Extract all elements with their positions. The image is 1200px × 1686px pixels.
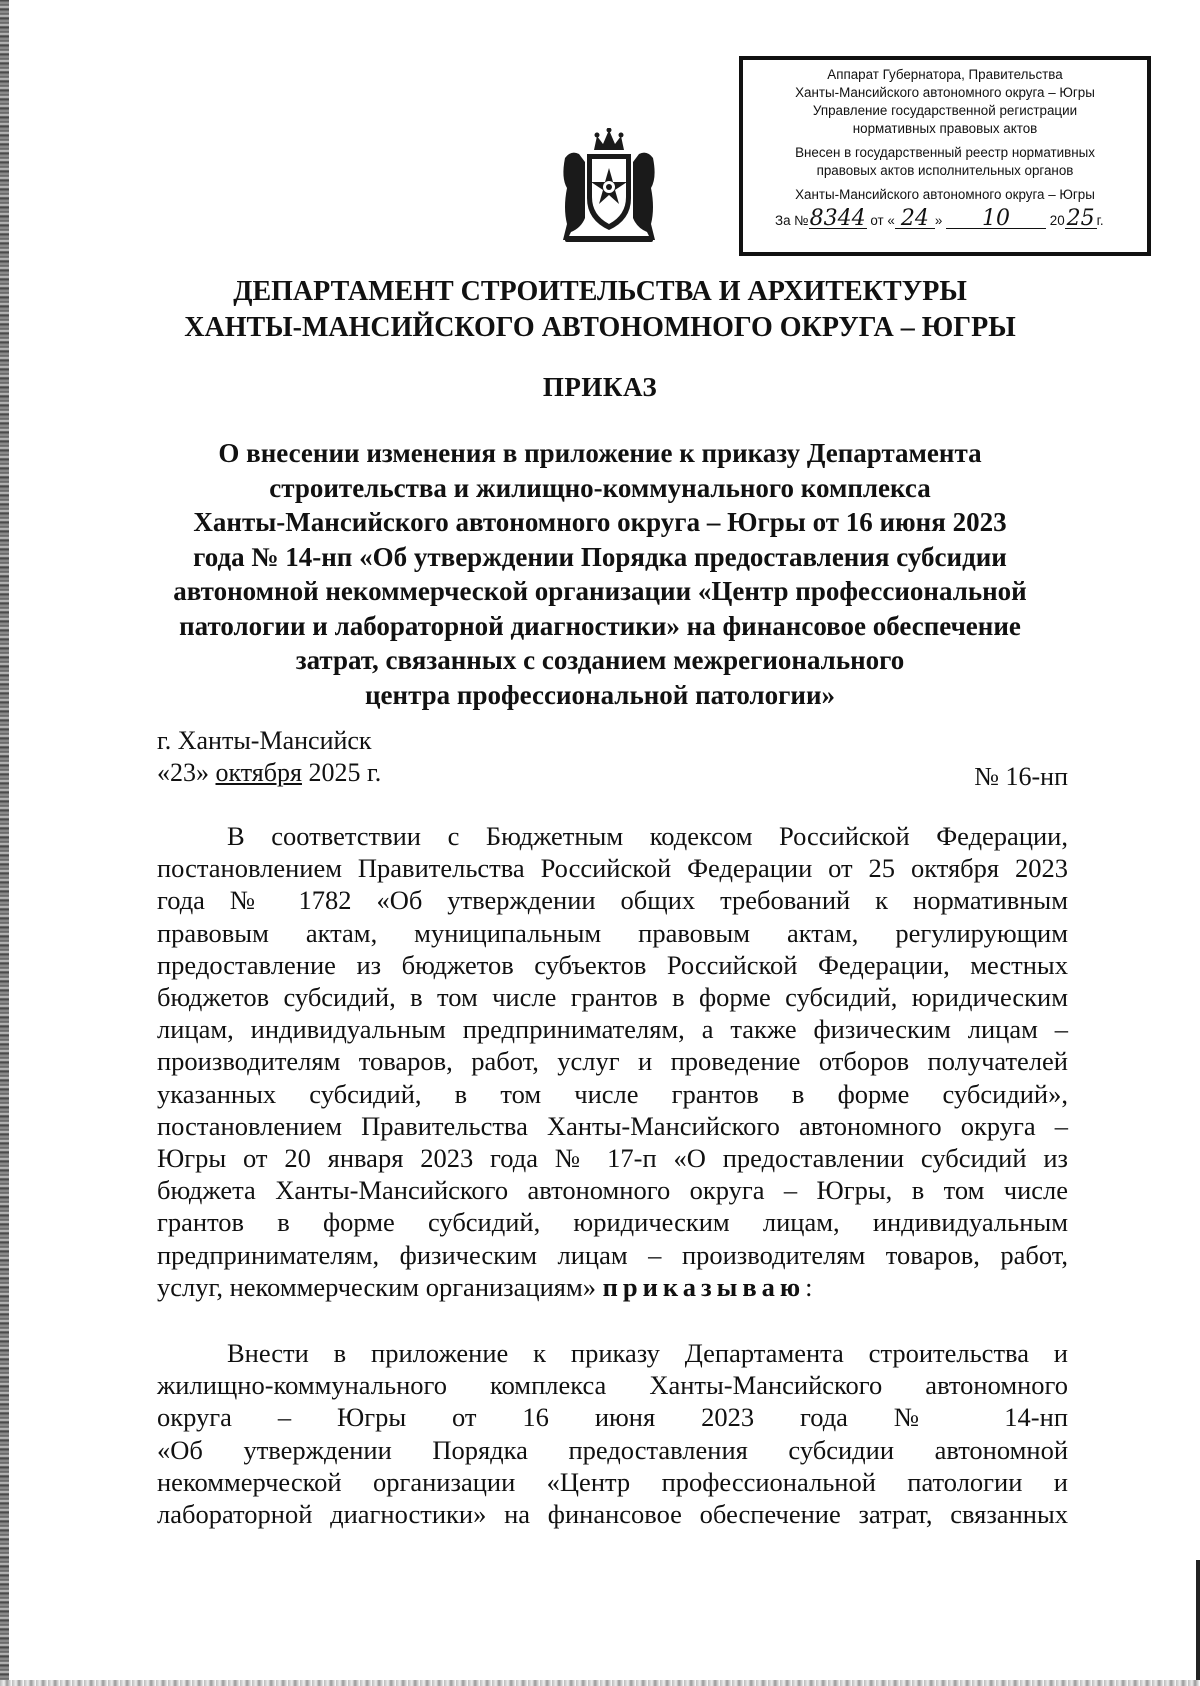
department-title-line: ДЕПАРТАМЕНТ СТРОИТЕЛЬСТВА И АРХИТЕКТУРЫ xyxy=(233,276,967,307)
subject-line: года № 14-нп «Об утверждении Порядка предоставления субсидии xyxy=(193,541,1007,572)
stamp-line: Ханты-Мансийского автономного округа – Югры xyxy=(795,187,1095,202)
order-subject xyxy=(0,436,1200,712)
stamp-reg-year: 25 xyxy=(1066,206,1095,231)
subject-line: патологии и лабораторной диагностики» на финансовое обеспечение xyxy=(179,610,1021,641)
stamp-line: Ханты-Мансийского автономного округа – Югры xyxy=(795,85,1095,100)
paragraph-line: правовым актам, муниципальным правовым актам, регулирующим xyxy=(157,917,1068,948)
stamp-reg-day: 24 xyxy=(895,210,935,229)
department-title-line: ХАНТЫ-МАНСИЙСКОГО АВТОНОМНОГО ОКРУГА – ЮГРЫ xyxy=(184,312,1016,343)
paragraph-line: производителям товаров, работ, услуг и проведение отборов получателей xyxy=(157,1046,1068,1077)
stamp-line: правовых актов исполнительных органов xyxy=(816,163,1074,178)
stamp-reg-from: от « xyxy=(870,213,895,228)
paragraph-line: «Об утверждении Порядка предоставления субсидии автономной xyxy=(157,1434,1068,1465)
paragraph-line: округа – Югры от 16 июня 2023 года № 14-нп xyxy=(157,1402,1068,1433)
stamp-reg-month: 10 xyxy=(946,210,1046,229)
subject-line: Ханты-Мансийского автономного округа – Югры от 16 июня 2023 xyxy=(193,507,1007,537)
city: г. Ханты-Мансийск xyxy=(157,726,372,755)
order-keyword-colon: : xyxy=(805,1271,813,1302)
paragraph-last-text: услуг, некоммерческим организациям» xyxy=(157,1271,596,1302)
preamble-paragraph xyxy=(157,820,1068,1303)
stamp-reg-day-close: » xyxy=(934,213,943,228)
paragraph-line: указанных субсидий, в том числе грантов в форме субсидий», xyxy=(157,1078,1068,1109)
paragraph-line: В соответствии с Бюджетным кодексом Российской Федерации, xyxy=(227,821,1068,851)
stamp-line: Управление государственной регистрации xyxy=(812,103,1078,118)
order-date-year: 2025 г. xyxy=(308,758,382,787)
coat-of-arms-emblem xyxy=(561,128,657,245)
stamp-reg-year-prefix: 20 xyxy=(1049,213,1065,228)
paragraph-line: постановлением Правительства Ханты-Мансийского автономного округа – xyxy=(157,1110,1068,1141)
paragraph-line xyxy=(157,1271,1068,1303)
paragraph-line: лицам, индивидуальным предпринимателям, а также физическим лицам – xyxy=(157,1014,1068,1045)
paragraph-line: грантов в форме субсидий, юридическим лицам, индивидуальным xyxy=(157,1207,1068,1238)
order-number: № 16-нп xyxy=(974,762,1068,791)
paragraph-line: предпринимателям, физическим лицам – производителям товаров, работ, xyxy=(157,1239,1068,1270)
order-date-day: «23» xyxy=(157,758,209,787)
operative-paragraph xyxy=(157,1337,1068,1530)
order-keyword: приказываю xyxy=(602,1271,806,1302)
stamp-line: Внесен в государственный реестр нормативных xyxy=(795,145,1095,160)
paragraph-line: бюджета Ханты-Мансийского автономного округа – Югры, в том числе xyxy=(157,1175,1068,1206)
paragraph-line: предоставление из бюджетов субъектов Российской Федерации, местных xyxy=(157,949,1068,980)
stamp-reg-number: 8344 xyxy=(809,206,866,231)
subject-line: центра профессиональной патологии» xyxy=(364,679,836,710)
paragraph-line: жилищно-коммунального комплекса Ханты-Мансийского автономного xyxy=(157,1370,1068,1401)
document-type: ПРИКАЗ xyxy=(542,372,658,402)
order-date-month: октября xyxy=(215,758,302,787)
subject-line: строительства и жилищно-коммунального комплекса xyxy=(269,472,931,503)
subject-line: О внесении изменения в приложение к приказу Департамента xyxy=(218,438,982,468)
registration-stamp xyxy=(739,56,1151,256)
stamp-reg-prefix: За № xyxy=(775,213,809,228)
department-title xyxy=(0,274,1200,346)
stamp-line: Аппарат Губернатора, Правительства xyxy=(827,67,1063,82)
scan-edge-bottom xyxy=(0,1680,1200,1686)
stamp-registration-line xyxy=(749,206,1141,231)
scan-edge-right xyxy=(1196,1560,1200,1686)
subject-line: автономной некоммерческой организации «Центр профессиональной xyxy=(173,576,1027,606)
order-date xyxy=(157,757,381,789)
paragraph-line: Внести в приложение к приказу Департамента строительства и xyxy=(227,1338,1068,1368)
paragraph-line: Югры от 20 января 2023 года № 17-п «О предоставлении субсидий из xyxy=(157,1143,1068,1174)
stamp-line: нормативных правовых актов xyxy=(852,121,1038,136)
paragraph-line: постановлением Правительства Российской Федерации от 25 октября 2023 xyxy=(157,853,1068,884)
paragraph-line: лабораторной диагностики» на финансовое обеспечение затрат, связанных xyxy=(157,1499,1068,1530)
stamp-reg-year-suffix: г. xyxy=(1096,213,1104,228)
place-and-date xyxy=(157,725,381,789)
paragraph-line: года № 1782 «Об утверждении общих требований к нормативным xyxy=(157,885,1068,916)
scan-edge-left xyxy=(0,0,9,1686)
paragraph-line: бюджетов субсидий, в том числе грантов в форме субсидий, юридическим xyxy=(157,982,1068,1013)
subject-line: затрат, связанных с созданием межрегионального xyxy=(295,645,905,675)
paragraph-line: некоммерческой организации «Центр профессиональной патологии и xyxy=(157,1466,1068,1497)
